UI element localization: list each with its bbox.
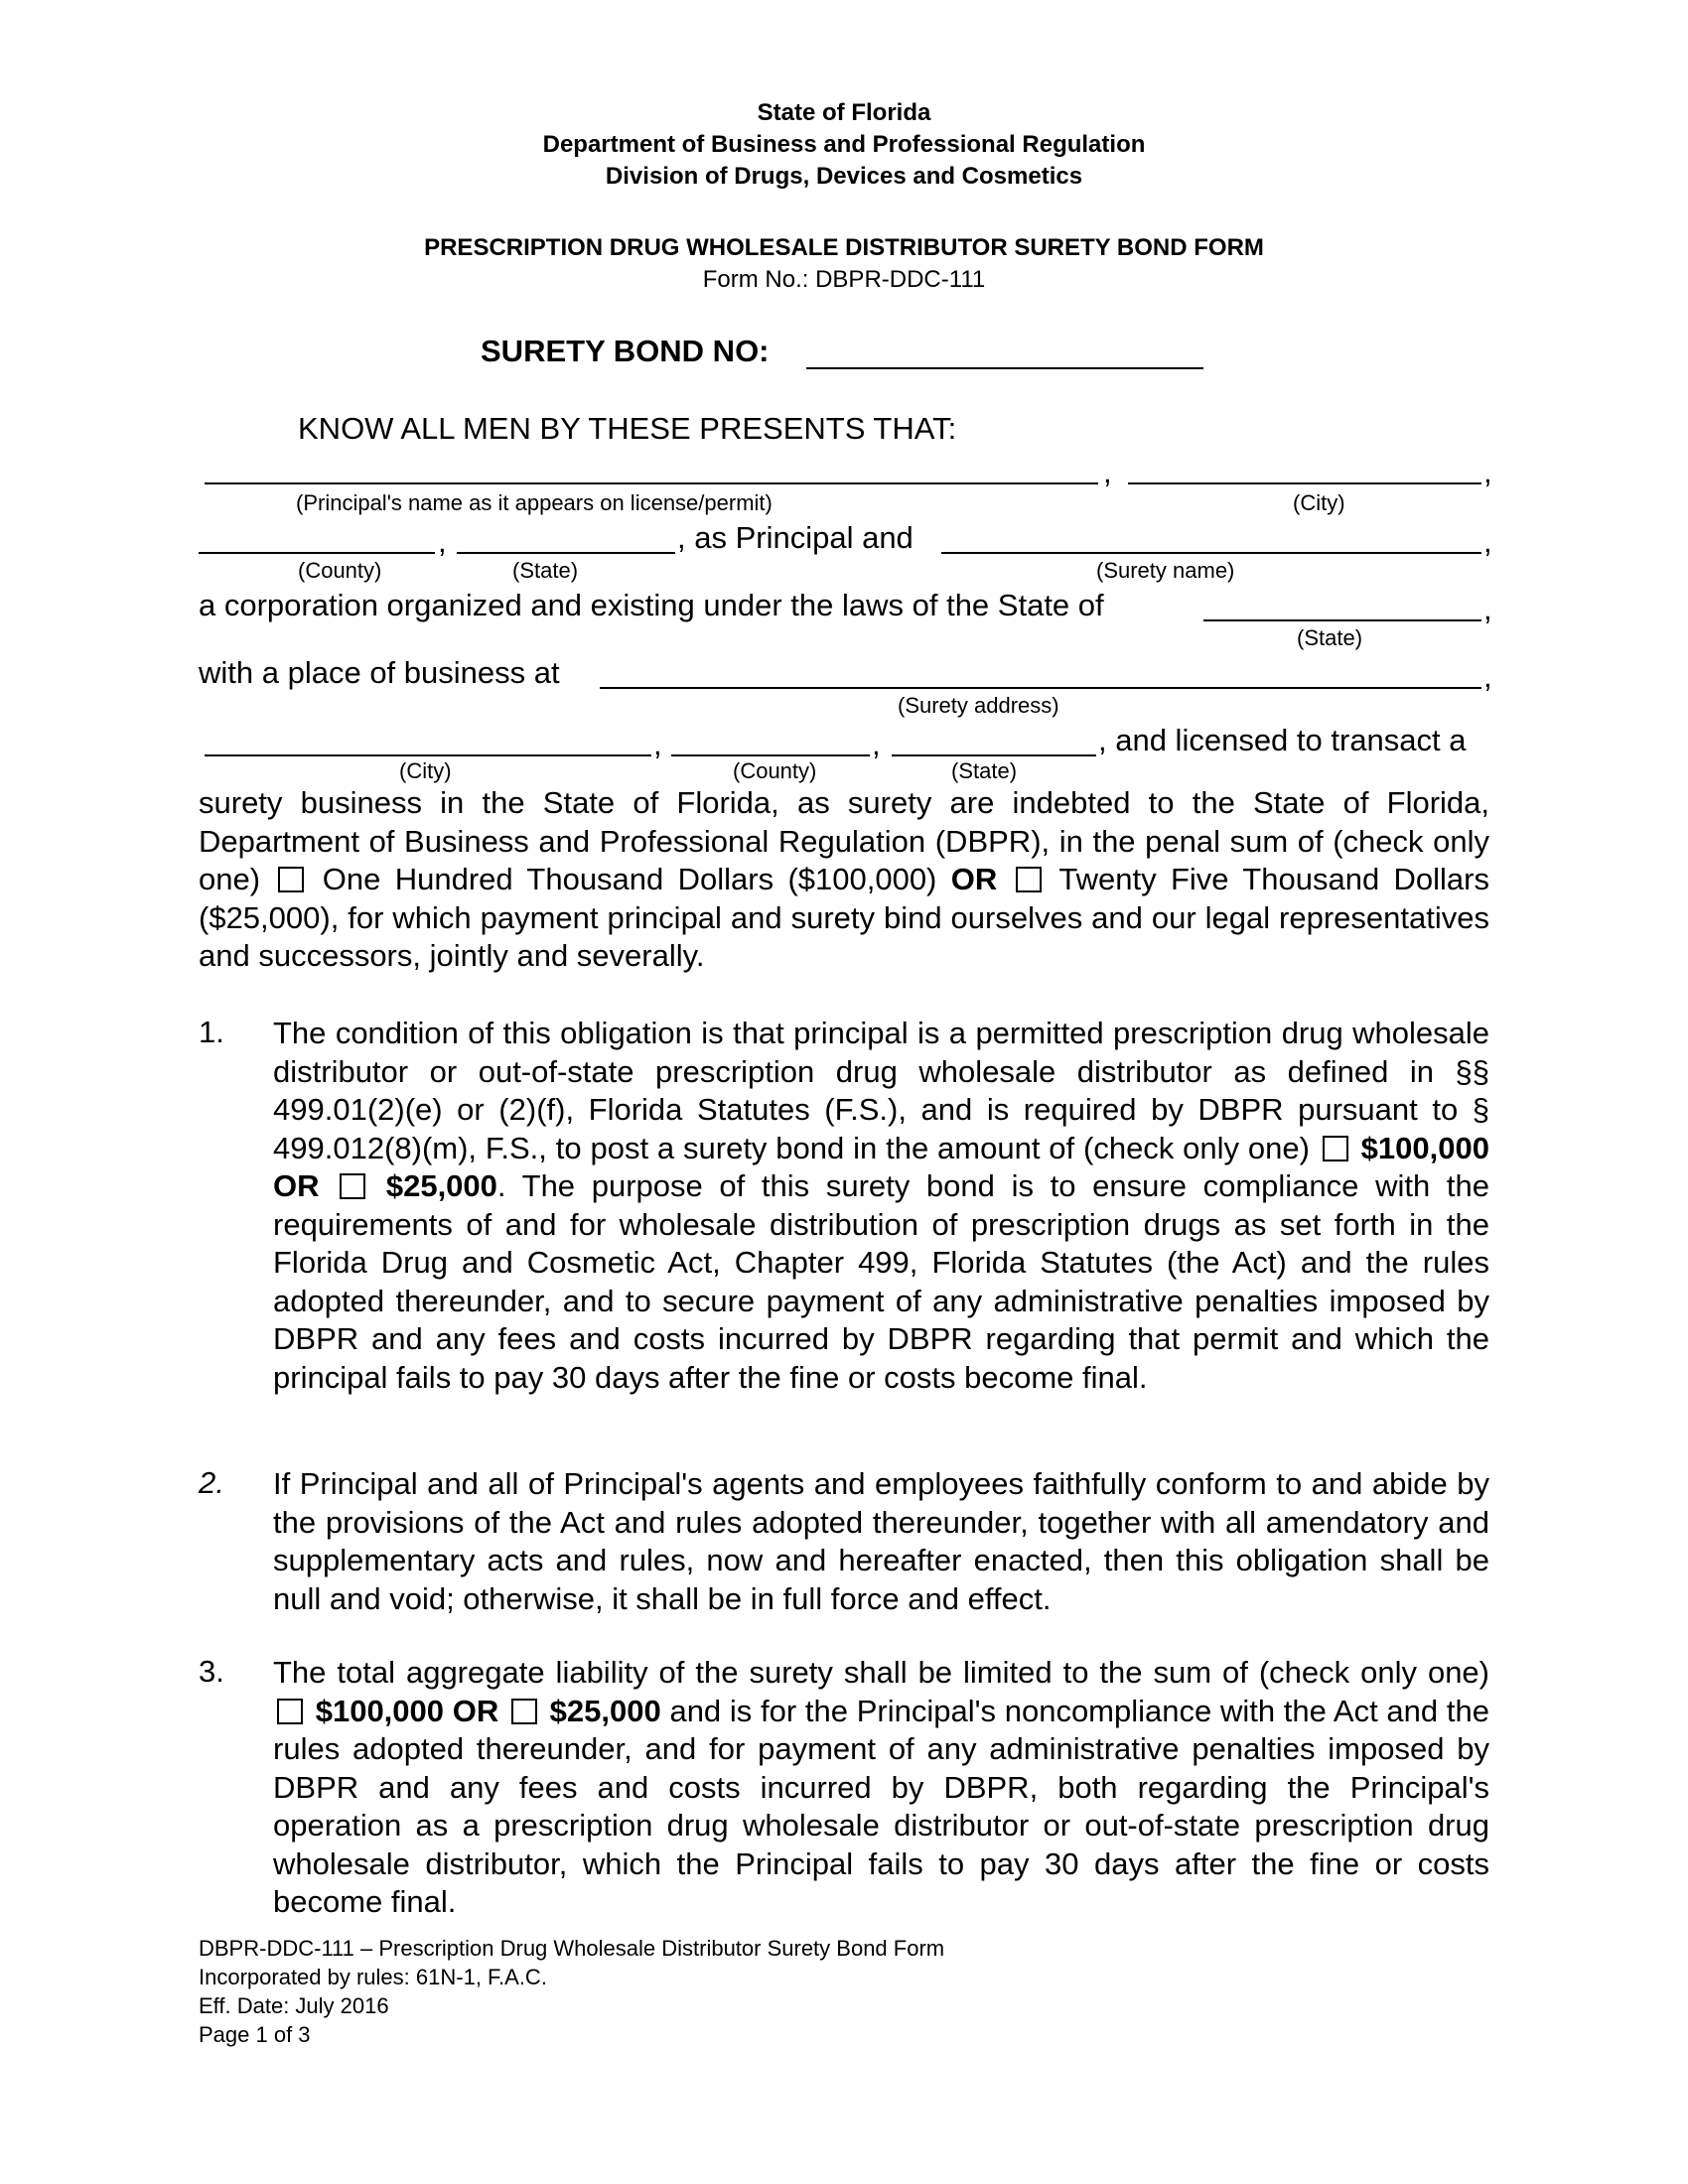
surety-bond-no-field[interactable] xyxy=(806,367,1203,369)
item-2-paragraph: If Principal and all of Principal's agents and employees faithfully conform to and abide by the provisions of the Act and rules adopted thereunder, together with all amendatory and supplementary acts and rules, now and hereafter enacted, then this obligation shall be null and void; otherwise, it shall be in full force and effect. xyxy=(273,1466,1489,1616)
county-label: (County) xyxy=(733,758,817,783)
surety-name-label: (Surety name) xyxy=(1096,558,1235,583)
corporation-text: a corporation organized and existing under the laws of the State of xyxy=(199,588,1104,622)
city-label: (City) xyxy=(399,758,452,783)
as-principal-text: , as Principal and xyxy=(677,520,914,555)
checkbox-25000[interactable] xyxy=(340,1173,365,1199)
principal-city-field[interactable] xyxy=(1128,482,1481,484)
comma: , xyxy=(1483,524,1492,559)
item-number: 3. xyxy=(199,1654,224,1689)
checkbox-25000[interactable] xyxy=(511,1699,537,1724)
state-label: (State) xyxy=(1297,625,1363,650)
county-label: (County) xyxy=(298,558,382,583)
amount-100000-or: $100,000 OR xyxy=(273,1130,1489,1203)
surety-state-field[interactable] xyxy=(892,754,1096,756)
state-label: (State) xyxy=(512,558,579,583)
principal-state-field[interactable] xyxy=(457,552,675,554)
item-1-text: The condition of this obligation is that principal is a permitted prescription drug wholesale distributor or out-of-state prescription drug wholesale distributor as defined in §§ 499.01(2)(e) or (2)(f), Florida Statutes (F.S.), and is required by DBPR pursuant to § 499.012(8)(m), F.S., to post a surety bond in the amount of (check only one) xyxy=(273,1016,1489,1165)
item-number: 2. xyxy=(199,1465,224,1500)
surety-name-field[interactable] xyxy=(941,552,1481,554)
surety-incorporation-state-field[interactable] xyxy=(1203,619,1481,621)
header-division: Division of Drugs, Devices and Cosmetics xyxy=(605,163,1083,190)
page-footer xyxy=(199,1934,944,2049)
item-3-text-continued: and is for the Principal's noncompliance with the Act and the rules adopted thereunder, and for payment of any administrative penalties imposed by DBPR and any fees and costs incurred by DBPR, both regarding the Principal's operation as a prescription drug wholesale distributor or out-of-state prescription drug wholesale distributor, which the Principal fails to pay 30 days after the fine or costs become final. xyxy=(273,1693,1489,1919)
licensed-text: , and licensed to transact a xyxy=(1098,723,1467,757)
comma: , xyxy=(1483,659,1492,694)
know-all-men-heading: KNOW ALL MEN BY THESE PRESENTS THAT: xyxy=(298,411,957,446)
footer-effective-date: Eff. Date: July 2016 xyxy=(199,1993,389,2018)
form-number: Form No.: DBPR-DDC-111 xyxy=(702,266,986,293)
footer-form-name: DBPR-DDC-111 – Prescription Drug Wholesale Distributor Surety Bond Form xyxy=(199,1936,945,1961)
principal-county-field[interactable] xyxy=(199,552,435,554)
option-25000-text: Twenty Five Thousand Dollars ($25,000), for which payment principal and surety bind ourselves and our legal representatives and successors, jointly and severally. xyxy=(199,862,1489,973)
checkbox-100000[interactable] xyxy=(278,867,304,892)
place-of-business-text: with a place of business at xyxy=(199,655,560,690)
comma: , xyxy=(872,727,881,761)
comma: , xyxy=(653,727,662,761)
comma: , xyxy=(438,524,447,559)
principal-name-field[interactable] xyxy=(205,482,1098,484)
or-text: OR xyxy=(950,862,998,896)
intro-paragraph xyxy=(199,784,1489,976)
surety-county-field[interactable] xyxy=(671,754,870,756)
footer-page-number: Page 1 of 3 xyxy=(199,2022,311,2047)
amount-25000: $25,000 xyxy=(549,1693,661,1728)
city-label: (City) xyxy=(1293,490,1345,515)
intro-text: surety business in the State of Florida, as surety are indebted to the State of Florida, Department of Business and Professional Regulation (DBPR), in the penal sum of (check only one) xyxy=(199,785,1489,896)
surety-address-label: (Surety address) xyxy=(898,693,1059,718)
principal-name-label: (Principal's name as it appears on license/permit) xyxy=(296,490,773,515)
checkbox-100000[interactable] xyxy=(277,1699,303,1724)
surety-address-field[interactable] xyxy=(600,687,1481,689)
checkbox-100000[interactable] xyxy=(1323,1136,1348,1161)
header-state: State of Florida xyxy=(757,99,931,126)
item-number: 1. xyxy=(199,1015,224,1049)
item-3-paragraph xyxy=(273,1654,1489,1922)
amount-25000: $25,000 xyxy=(385,1168,497,1203)
item-1-text-continued: . The purpose of this surety bond is to ensure compliance with the requirements of and for wholesale distribution of prescription drugs as set forth in the Florida Drug and Cosmetic Act, Chapter 499, Florida Statutes (the Act) and the rules adopted thereunder, and to secure payment of any administrative penalties imposed by DBPR and any fees and costs incurred by DBPR regarding that permit and which the principal fails to pay 30 days after the fine or costs become final. xyxy=(273,1168,1489,1395)
surety-bond-no-label: SURETY BOND NO: xyxy=(481,334,770,368)
checkbox-25000[interactable] xyxy=(1016,867,1042,892)
option-100000-text: One Hundred Thousand Dollars ($100,000) xyxy=(322,862,937,896)
comma: , xyxy=(1483,592,1492,626)
surety-city-field[interactable] xyxy=(205,754,651,756)
comma: , xyxy=(1103,455,1112,489)
state-label: (State) xyxy=(951,758,1018,783)
footer-rules: Incorporated by rules: 61N-1, F.A.C. xyxy=(199,1965,547,1989)
amount-100000-or: $100,000 OR xyxy=(315,1693,499,1728)
item-3-text: The total aggregate liability of the surety shall be limited to the sum of (check only one) xyxy=(273,1655,1489,1690)
form-title: PRESCRIPTION DRUG WHOLESALE DISTRIBUTOR SURETY BOND FORM xyxy=(424,234,1264,261)
item-1-paragraph xyxy=(273,1015,1489,1397)
header-department: Department of Business and Professional Regulation xyxy=(542,131,1146,158)
comma: , xyxy=(1483,455,1492,489)
